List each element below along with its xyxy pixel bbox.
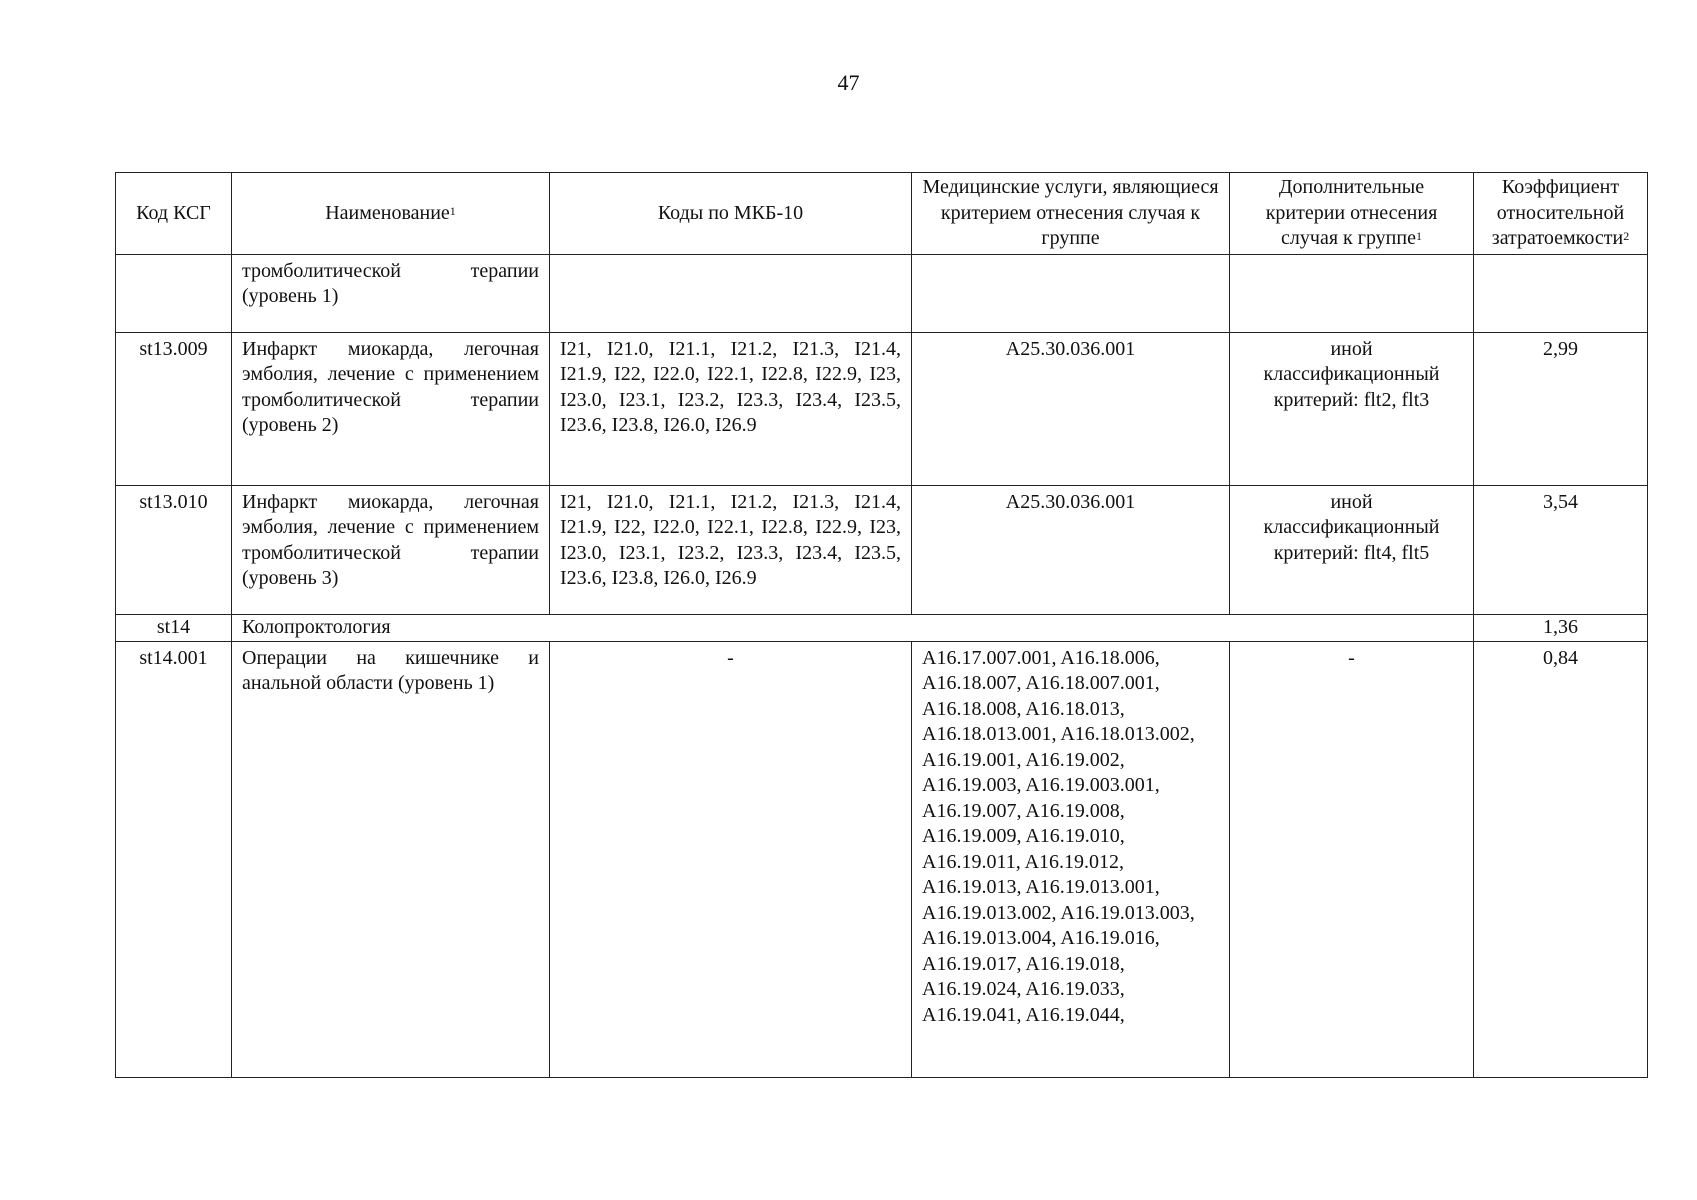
cell-code	[116, 254, 232, 332]
footnote-marker: 1	[1415, 229, 1422, 243]
cell-mkb: -	[550, 641, 912, 1077]
header-services: Медицинские услуги, являющиеся критерием отнесения случая к группе	[912, 173, 1230, 255]
cell-name: Инфаркт миокарда, легочная эмболия, лечение с применением тромболитической терапии (уровень 2)	[232, 332, 550, 485]
cell-coef: 3,54	[1474, 485, 1648, 614]
header-extra: Дополнительные критерии отнесения случая к группе$^1$	[1230, 173, 1474, 255]
cell-code: st14	[116, 614, 232, 641]
cell-coef: 2,99	[1474, 332, 1648, 485]
table-row	[116, 254, 1648, 332]
cell-extra: иной классификационный критерий: flt2, flt3	[1230, 332, 1474, 485]
cell-extra: -	[1230, 641, 1474, 1077]
cell-coef: 0,84	[1474, 641, 1648, 1077]
cell-services: A25.30.036.001	[912, 485, 1230, 614]
cell-services: A25.30.036.001	[912, 332, 1230, 485]
cell-name: тромболитической терапии (уровень 1)	[232, 254, 550, 332]
table-header-row	[116, 173, 1648, 255]
header-name: Наименование$^1$	[232, 173, 550, 255]
table-row	[116, 485, 1648, 614]
cell-code: st13.010	[116, 485, 232, 614]
header-code: Код КСГ	[116, 173, 232, 255]
table-row	[116, 332, 1648, 485]
header-mkb: Коды по МКБ-10	[550, 173, 912, 255]
cell-mkb	[550, 254, 912, 332]
cell-mkb: I21, I21.0, I21.1, I21.2, I21.3, I21.4, I21.9, I22, I22.0, I22.1, I22.8, I22.9, I23, I23.0, I23.1, I23.2, I23.3, I23.4, I23.5, I23.6, I23.8, I26.0, I26.9	[550, 332, 912, 485]
header-coef: Коэффициент относительной затратоемкости$^2$	[1474, 173, 1648, 255]
ksg-table	[115, 172, 1648, 1078]
cell-extra	[1230, 254, 1474, 332]
cell-name: Операции на кишечнике и анальной области (уровень 1)	[232, 641, 550, 1077]
page-number: 47	[837, 70, 860, 95]
footnote-marker: 2	[1623, 229, 1630, 243]
cell-services: A16.17.007.001, A16.18.006, A16.18.007, A16.18.007.001, A16.18.008, A16.18.013, A16.18.013.001, A16.18.013.002, A16.19.001, A16.19.002, A16.19.003, A16.19.003.001, A16.19.007, A16.19.008, A16.19.009, A16.19.010, A16.19.011, A16.19.012, A16.19.013, A16.19.013.001, A16.19.013.002, A16.19.013.003, A16.19.013.004, A16.19.016, A16.19.017, A16.19.018, A16.19.024, A16.19.033, A16.19.041, A16.19.044,	[912, 641, 1230, 1077]
cell-extra: иной классификационный критерий: flt4, flt5	[1230, 485, 1474, 614]
cell-services	[912, 254, 1230, 332]
section-row	[116, 614, 1648, 641]
cell-coef: 1,36	[1474, 614, 1648, 641]
cell-mkb: I21, I21.0, I21.1, I21.2, I21.3, I21.4, I21.9, I22, I22.0, I22.1, I22.8, I22.9, I23, I23.0, I23.1, I23.2, I23.3, I23.4, I23.5, I23.6, I23.8, I26.0, I26.9	[550, 485, 912, 614]
cell-section-name: Колопроктология	[232, 614, 1474, 641]
cell-code: st13.009	[116, 332, 232, 485]
footnote-marker: 1	[449, 203, 456, 218]
cell-code: st14.001	[116, 641, 232, 1077]
cell-name: Инфаркт миокарда, легочная эмболия, лечение с применением тромболитической терапии (уровень 3)	[232, 485, 550, 614]
table-row	[116, 641, 1648, 1077]
cell-coef	[1474, 254, 1648, 332]
